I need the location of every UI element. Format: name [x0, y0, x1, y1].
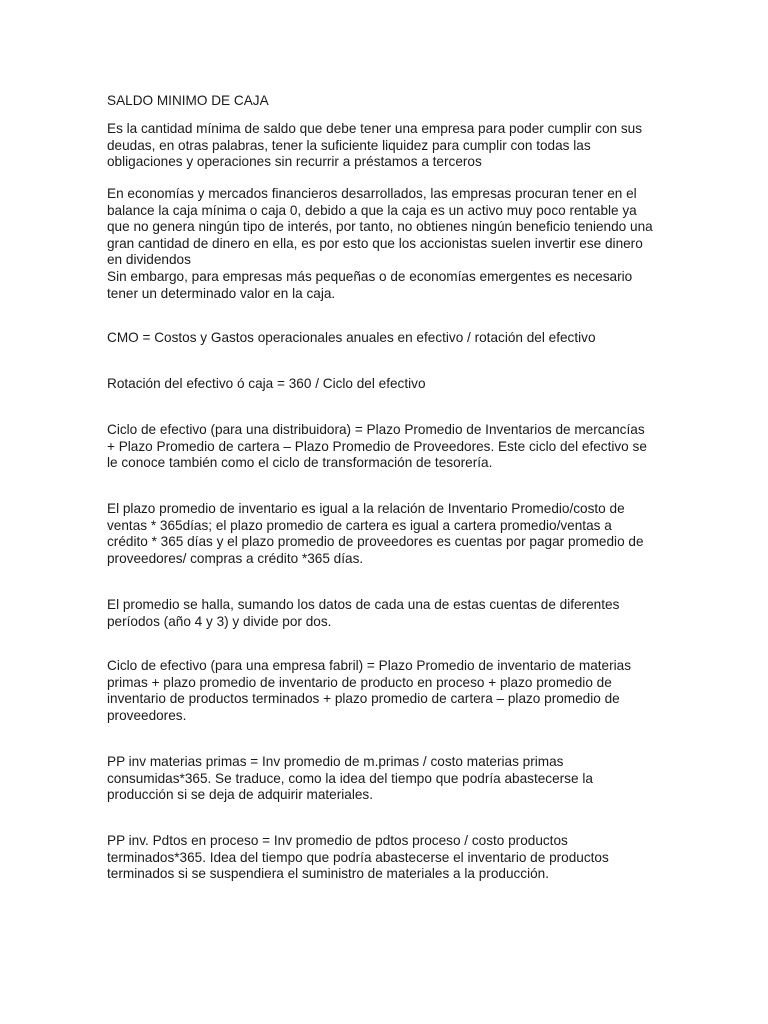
paragraph-cycle-manufacturer: Ciclo de efectivo (para una empresa fabril) = Plazo Promedio de inventario de materias primas + plazo promedio de inventario de producto en proceso + plazo promedio de inventario de productos terminados + plazo promedio de cartera – plazo promedio de proveedores. [107, 658, 632, 723]
paragraph-average-terms: El plazo promedio de inventario es igual a la relación de Inventario Promedio/costo de ventas * 365días; el plazo promedio de cartera es igual a cartera promedio/ventas a crédito * 365 días y el plazo promedio de proveedores es cuentas por pagar promedio de proveedores/ compras a crédito *365 días. [107, 501, 644, 566]
paragraph-developed-economies: En economías y mercados financieros desarrollados, las empresas procuran tener en el balance la caja mínima o caja 0, debido a que la caja es un activo muy poco rentable ya que no genera ningún tipo de interés, por tanto, no obtienes ningún beneficio teniendo una gran cantidad de dinero en ella, es por esto que los accionistas suelen invertir ese dinero en dividendos Sin embargo, para empresas más pequeñas o de economías emergentes es necesario tener un determinado valor en la caja. [107, 186, 653, 301]
paragraph-average-calculation: El promedio se halla, sumando los datos de cada una de estas cuentas de diferentes períodos (año 4 y 3) y divide por dos. [107, 597, 620, 629]
paragraph-cycle-distributor: Ciclo de efectivo (para una distribuidora) = Plazo Promedio de Inventarios de mercancías + Plazo Promedio de cartera – Plazo Promedio de Proveedores. Este ciclo del efectivo se le conoce también como el ciclo de transformación de tesorería. [107, 422, 647, 471]
paragraph-rotation-formula: Rotación del efectivo ó caja = 360 / Ciclo del efectivo [107, 376, 426, 391]
document-title: SALDO MINIMO DE CAJA [107, 93, 269, 108]
paragraph-raw-materials: PP inv materias primas = Inv promedio de m.primas / costo materias primas consumidas*365. Se traduce, como la idea del tiempo que podría abastecerse la producción si se deja de adquirir materiales. [107, 754, 593, 803]
paragraph-definition: Es la cantidad mínima de saldo que debe tener una empresa para poder cumplir con sus deudas, en otras palabras, tener la suficiente liquidez para cumplir con todas las obligaciones y operaciones sin recurrir a préstamos a terceros [107, 121, 643, 170]
paragraph-products-in-process: PP inv. Pdtos en proceso = Inv promedio de pdtos proceso / costo productos terminados*365. Idea del tiempo que podría abastecerse el inventario de productos terminados si se suspendiera el suministro de materiales a la producción. [107, 833, 609, 882]
paragraph-cmo-formula: CMO = Costos y Gastos operacionales anuales en efectivo / rotación del efectivo [107, 330, 596, 345]
